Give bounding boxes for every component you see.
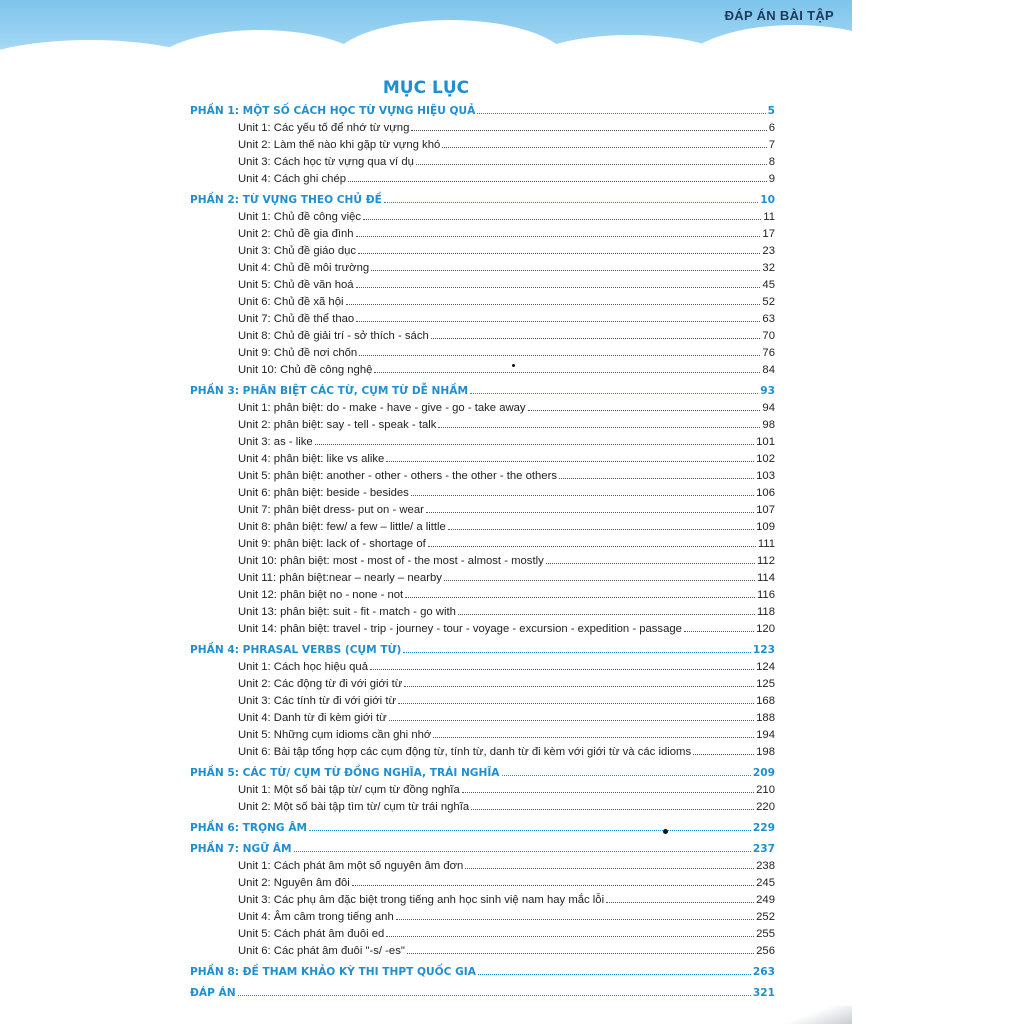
toc-unit-entry-label: Unit 7: Chủ đề thể thao <box>238 313 355 325</box>
toc-part-entry[interactable] <box>190 982 775 999</box>
toc-unit-entry-page-number: 194 <box>756 729 775 741</box>
toc-unit-entry-page-number: 101 <box>756 436 775 448</box>
dot-leader <box>386 936 754 937</box>
page-title: MỤC LỤC <box>382 78 470 98</box>
toc-unit-entry-page-number: 238 <box>756 860 775 872</box>
toc-unit-entry-label: Unit 1: Một số bài tập từ/ cụm từ đồng nghĩa <box>238 784 460 796</box>
toc-unit-entry-page-number: 70 <box>762 330 775 342</box>
toc-unit-entry[interactable] <box>190 889 775 906</box>
toc-part-entry[interactable] <box>190 380 775 397</box>
toc-unit-entry-page-number: 118 <box>756 606 775 618</box>
dot-leader <box>471 809 754 810</box>
toc-unit-entry[interactable] <box>190 465 775 482</box>
toc-unit-entry-label: Unit 1: Các yếu tố để nhớ từ vựng <box>238 122 410 134</box>
toc-unit-entry-label: Unit 3: Các tính từ đi với giới từ <box>238 695 397 707</box>
dot-leader <box>458 614 755 615</box>
toc-unit-entry-label: Unit 3: Chủ đề giáo dục <box>238 245 357 257</box>
toc-unit-entry-page-number: 106 <box>756 487 775 499</box>
toc-unit-entry-page-number: 9 <box>768 173 775 185</box>
dot-leader <box>405 597 755 598</box>
toc-unit-entry-page-number: 188 <box>756 712 775 724</box>
dot-leader <box>606 902 754 903</box>
toc-unit-entry-label: Unit 9: phân biệt: lack of - shortage of <box>238 538 426 550</box>
toc-unit-entry-label: Unit 5: Cách phát âm đuôi ed <box>238 928 385 940</box>
dot-leader <box>478 974 751 975</box>
toc-unit-entry[interactable] <box>190 584 775 601</box>
toc-unit-entry-label: Unit 6: Các phát âm đuôi "-s/ -es" <box>238 945 405 957</box>
dot-leader <box>444 580 755 581</box>
dot-leader <box>403 652 751 653</box>
toc-unit-entry[interactable] <box>190 325 775 342</box>
toc-unit-entry-label: Unit 5: Những cụm idioms cần ghi nhớ <box>238 729 432 741</box>
toc-unit-entry[interactable] <box>190 414 775 431</box>
dot-leader <box>442 147 766 148</box>
toc-part-entry-page-number: 209 <box>752 767 775 779</box>
toc-unit-entry-label: Unit 4: Danh từ đi kèm giới từ <box>238 712 387 724</box>
toc-unit-entry[interactable] <box>190 550 775 567</box>
toc-unit-entry-label: Unit 10: Chủ đề công nghệ <box>238 364 373 376</box>
dot-leader <box>370 669 754 670</box>
toc-part-entry[interactable] <box>190 961 775 978</box>
toc-unit-entry-label: Unit 1: Chủ đề công việc <box>238 211 362 223</box>
toc-unit-entry[interactable] <box>190 291 775 308</box>
dot-leader <box>404 686 754 687</box>
toc-unit-entry-label: Unit 1: Cách học hiệu quả <box>238 661 368 673</box>
section-header-label: ĐÁP ÁN BÀI TẬP <box>724 8 834 23</box>
toc-unit-entry-page-number: 6 <box>768 122 775 134</box>
toc-part-entry-label: PHẦN 8: ĐỀ THAM KHẢO KỲ THI THPT QUỐC GIA <box>190 966 476 978</box>
dot-leader <box>386 461 754 462</box>
toc-part-entry-label: PHẦN 1: MỘT SỐ CÁCH HỌC TỪ VỰNG HIỆU QUẢ <box>190 105 476 117</box>
toc-part-entry-page-number: 93 <box>760 385 775 397</box>
dot-leader <box>684 631 754 632</box>
toc-unit-entry-page-number: 94 <box>762 402 775 414</box>
toc-unit-entry-label: Unit 14: phân biệt: travel - trip - journey - tour - voyage - excursion - expedition - passage <box>238 623 682 635</box>
toc-unit-entry-label: Unit 3: Các phụ âm đặc biệt trong tiếng anh học sinh việ nam hay mắc lỗi <box>238 894 605 906</box>
toc-unit-entry[interactable] <box>190 223 775 240</box>
dot-leader <box>238 995 751 996</box>
toc-unit-entry-label: Unit 8: Chủ đề giải trí - sở thích - sách <box>238 330 429 342</box>
toc-unit-entry-page-number: 52 <box>762 296 775 308</box>
toc-unit-entry[interactable] <box>190 134 775 151</box>
toc-unit-entry[interactable] <box>190 673 775 690</box>
toc-unit-entry-label: Unit 1: phân biệt: do - make - have - give - go - take away <box>238 402 526 414</box>
toc-unit-entry[interactable] <box>190 168 775 185</box>
dot-leader <box>363 219 761 220</box>
toc-unit-entry-page-number: 107 <box>756 504 775 516</box>
toc-unit-entry-page-number: 125 <box>756 678 775 690</box>
toc-unit-entry[interactable] <box>190 923 775 940</box>
dot-leader <box>477 113 765 114</box>
toc-unit-entry-label: Unit 2: Làm thế nào khi gặp từ vựng khó <box>238 139 441 151</box>
toc-unit-entry-page-number: 252 <box>756 911 775 923</box>
toc-unit-entry-page-number: 17 <box>762 228 775 240</box>
toc-unit-entry-page-number: 23 <box>762 245 775 257</box>
toc-unit-entry-label: Unit 13: phân biệt: suit - fit - match - go with <box>238 606 456 618</box>
toc-unit-entry[interactable] <box>190 724 775 741</box>
dot-leader <box>346 304 761 305</box>
toc-unit-entry-label: Unit 2: Nguyên âm đôi <box>238 877 350 889</box>
toc-unit-entry-page-number: 111 <box>757 538 775 550</box>
toc-unit-entry[interactable] <box>190 206 775 223</box>
toc-unit-entry[interactable] <box>190 940 775 957</box>
toc-unit-entry-page-number: 198 <box>756 746 775 758</box>
toc-unit-entry-label: Unit 3: as - like <box>238 436 313 448</box>
table-of-contents <box>190 100 775 999</box>
dot-leader <box>416 164 767 165</box>
dot-leader <box>470 393 758 394</box>
dot-leader <box>309 830 751 831</box>
dot-leader <box>411 130 766 131</box>
toc-part-entry-page-number: 10 <box>760 194 775 206</box>
dot-leader <box>294 851 751 852</box>
dot-leader <box>411 495 754 496</box>
toc-unit-entry-label: Unit 10: phân biệt: most - most of - the most - almost - mostly <box>238 555 544 567</box>
toc-unit-entry-page-number: 112 <box>756 555 775 567</box>
toc-part-entry-page-number: 123 <box>752 644 775 656</box>
toc-unit-entry-page-number: 103 <box>756 470 775 482</box>
toc-unit-entry-label: Unit 5: phân biệt: another - other - others - the other - the others <box>238 470 557 482</box>
toc-unit-entry-page-number: 32 <box>762 262 775 274</box>
toc-unit-entry-label: Unit 2: phân biệt: say - tell - speak - talk <box>238 419 437 431</box>
toc-unit-entry-page-number: 114 <box>756 572 775 584</box>
dot-leader <box>352 885 754 886</box>
dot-leader <box>465 868 754 869</box>
toc-unit-entry-label: Unit 2: Các động từ đi với giới từ <box>238 678 403 690</box>
toc-unit-entry-label: Unit 6: Chủ đề xã hội <box>238 296 344 308</box>
dot-leader <box>693 754 754 755</box>
toc-unit-entry-label: Unit 4: phân biệt: like vs alike <box>238 453 385 465</box>
toc-unit-entry[interactable] <box>190 779 775 796</box>
toc-unit-entry[interactable] <box>190 567 775 584</box>
toc-unit-entry[interactable] <box>190 151 775 168</box>
toc-unit-entry[interactable] <box>190 240 775 257</box>
toc-unit-entry-page-number: 168 <box>756 695 775 707</box>
toc-unit-entry-label: Unit 8: phân biệt: few/ a few – little/ a little <box>238 521 446 533</box>
toc-unit-entry-page-number: 120 <box>756 623 775 635</box>
toc-unit-entry-label: Unit 6: Bài tập tổng hợp các cụm động từ, tính từ, danh từ đi kèm với giới từ và các idioms <box>238 746 692 758</box>
toc-unit-entry[interactable] <box>190 274 775 291</box>
toc-unit-entry[interactable] <box>190 533 775 550</box>
dot-leader <box>462 792 754 793</box>
toc-unit-entry[interactable] <box>190 707 775 724</box>
toc-part-entry[interactable] <box>190 817 775 834</box>
dot-leader <box>356 287 761 288</box>
toc-unit-entry[interactable] <box>190 872 775 889</box>
toc-unit-entry[interactable] <box>190 117 775 134</box>
dot-leader <box>559 478 754 479</box>
toc-part-entry[interactable] <box>190 762 775 779</box>
toc-part-entry-page-number: 263 <box>752 966 775 978</box>
toc-part-entry-label: ĐÁP ÁN <box>190 987 236 999</box>
toc-unit-entry-label: Unit 4: Cách ghi chép <box>238 173 347 185</box>
dot-leader <box>448 529 754 530</box>
toc-part-entry[interactable] <box>190 189 775 206</box>
dot-leader <box>389 720 754 721</box>
toc-unit-entry-page-number: 76 <box>762 347 775 359</box>
toc-unit-entry-page-number: 220 <box>756 801 775 813</box>
toc-unit-entry-page-number: 8 <box>768 156 775 168</box>
toc-unit-entry-page-number: 45 <box>762 279 775 291</box>
toc-unit-entry[interactable] <box>190 482 775 499</box>
dot-leader <box>431 338 761 339</box>
toc-unit-entry[interactable] <box>190 796 775 813</box>
dot-leader <box>356 321 760 322</box>
toc-unit-entry-label: Unit 2: Một số bài tập tìm từ/ cụm từ trái nghĩa <box>238 801 470 813</box>
toc-unit-entry[interactable] <box>190 397 775 414</box>
toc-unit-entry-label: Unit 11: phân biệt:near – nearly – nearby <box>238 572 442 584</box>
dot-leader <box>428 546 756 547</box>
toc-unit-entry[interactable] <box>190 499 775 516</box>
toc-unit-entry[interactable] <box>190 342 775 359</box>
toc-part-entry-label: PHẦN 6: TRỌNG ÂM <box>190 822 308 834</box>
dot-leader <box>546 563 755 564</box>
toc-unit-entry-page-number: 256 <box>756 945 775 957</box>
toc-unit-entry-page-number: 98 <box>762 419 775 431</box>
toc-part-entry-label: PHẦN 7: NGỮ ÂM <box>190 843 292 855</box>
toc-unit-entry-page-number: 255 <box>756 928 775 940</box>
dot-leader <box>407 953 754 954</box>
toc-unit-entry-label: Unit 4: Chủ đề môi trường <box>238 262 370 274</box>
toc-unit-entry[interactable] <box>190 618 775 635</box>
toc-unit-entry-label: Unit 2: Chủ đề gia đình <box>238 228 354 240</box>
toc-unit-entry-label: Unit 6: phân biệt: beside - besides <box>238 487 409 499</box>
toc-unit-entry-page-number: 84 <box>762 364 775 376</box>
dot-leader <box>384 202 758 203</box>
toc-unit-entry-label: Unit 5: Chủ đề văn hoá <box>238 279 354 291</box>
toc-unit-entry-page-number: 124 <box>756 661 775 673</box>
toc-unit-entry[interactable] <box>190 855 775 872</box>
toc-unit-entry-label: Unit 12: phân biệt no - none - not <box>238 589 404 601</box>
toc-unit-entry[interactable] <box>190 516 775 533</box>
toc-unit-entry[interactable] <box>190 906 775 923</box>
toc-unit-entry-page-number: 245 <box>756 877 775 889</box>
toc-unit-entry[interactable] <box>190 690 775 707</box>
toc-unit-entry[interactable] <box>190 741 775 758</box>
toc-unit-entry-page-number: 116 <box>756 589 775 601</box>
toc-part-entry-label: PHẦN 4: PHRASAL VERBS (CỤM TỪ) <box>190 644 402 656</box>
toc-unit-entry-page-number: 11 <box>763 211 775 223</box>
dot-leader <box>371 270 760 271</box>
toc-unit-entry-page-number: 109 <box>756 521 775 533</box>
dot-leader <box>426 512 754 513</box>
ink-speck <box>663 829 668 834</box>
toc-part-entry-label: PHẦN 3: PHÂN BIỆT CÁC TỪ, CỤM TỪ DỄ NHẦM <box>190 385 469 397</box>
toc-part-entry[interactable] <box>190 639 775 656</box>
dot-leader <box>315 444 754 445</box>
toc-unit-entry-label: Unit 7: phân biệt dress- put on - wear <box>238 504 424 516</box>
toc-part-entry-label: PHẦN 5: CÁC TỪ/ CỤM TỪ ĐỒNG NGHĨA, TRÁI NGHĨA <box>190 767 500 779</box>
toc-unit-entry-label: Unit 9: Chủ đề nơi chốn <box>238 347 358 359</box>
toc-unit-entry-page-number: 63 <box>762 313 775 325</box>
toc-unit-entry-page-number: 7 <box>768 139 775 151</box>
toc-unit-entry-label: Unit 4: Âm câm trong tiếng anh <box>238 911 394 923</box>
page-curl <box>782 1006 852 1024</box>
dot-leader <box>359 355 760 356</box>
ink-speck <box>512 364 515 367</box>
toc-part-entry-page-number: 237 <box>752 843 775 855</box>
dot-leader <box>396 919 754 920</box>
toc-unit-entry-label: Unit 3: Cách học từ vựng qua ví dụ <box>238 156 414 168</box>
toc-unit-entry[interactable] <box>190 257 775 274</box>
dot-leader <box>348 181 767 182</box>
toc-unit-entry[interactable] <box>190 656 775 673</box>
dot-leader <box>398 703 754 704</box>
dot-leader <box>528 410 761 411</box>
toc-unit-entry[interactable] <box>190 601 775 618</box>
dot-leader <box>358 253 760 254</box>
toc-part-entry-page-number: 321 <box>752 987 775 999</box>
toc-part-entry-page-number: 229 <box>752 822 775 834</box>
dot-leader <box>438 427 760 428</box>
toc-unit-entry[interactable] <box>190 448 775 465</box>
dot-leader <box>374 372 760 373</box>
toc-unit-entry[interactable] <box>190 431 775 448</box>
toc-part-entry[interactable] <box>190 100 775 117</box>
dot-leader <box>433 737 754 738</box>
toc-part-entry-label: PHẦN 2: TỪ VỰNG THEO CHỦ ĐỀ <box>190 194 382 206</box>
toc-unit-entry-page-number: 249 <box>756 894 775 906</box>
toc-unit-entry-page-number: 102 <box>756 453 775 465</box>
page-margin <box>852 0 1024 1024</box>
toc-unit-entry[interactable] <box>190 359 775 376</box>
toc-unit-entry-label: Unit 1: Cách phát âm một số nguyên âm đơn <box>238 860 464 872</box>
dot-leader <box>356 236 761 237</box>
toc-part-entry-page-number: 5 <box>767 105 775 117</box>
toc-unit-entry[interactable] <box>190 308 775 325</box>
dot-leader <box>502 775 751 776</box>
toc-unit-entry-page-number: 210 <box>756 784 775 796</box>
toc-part-entry[interactable] <box>190 838 775 855</box>
